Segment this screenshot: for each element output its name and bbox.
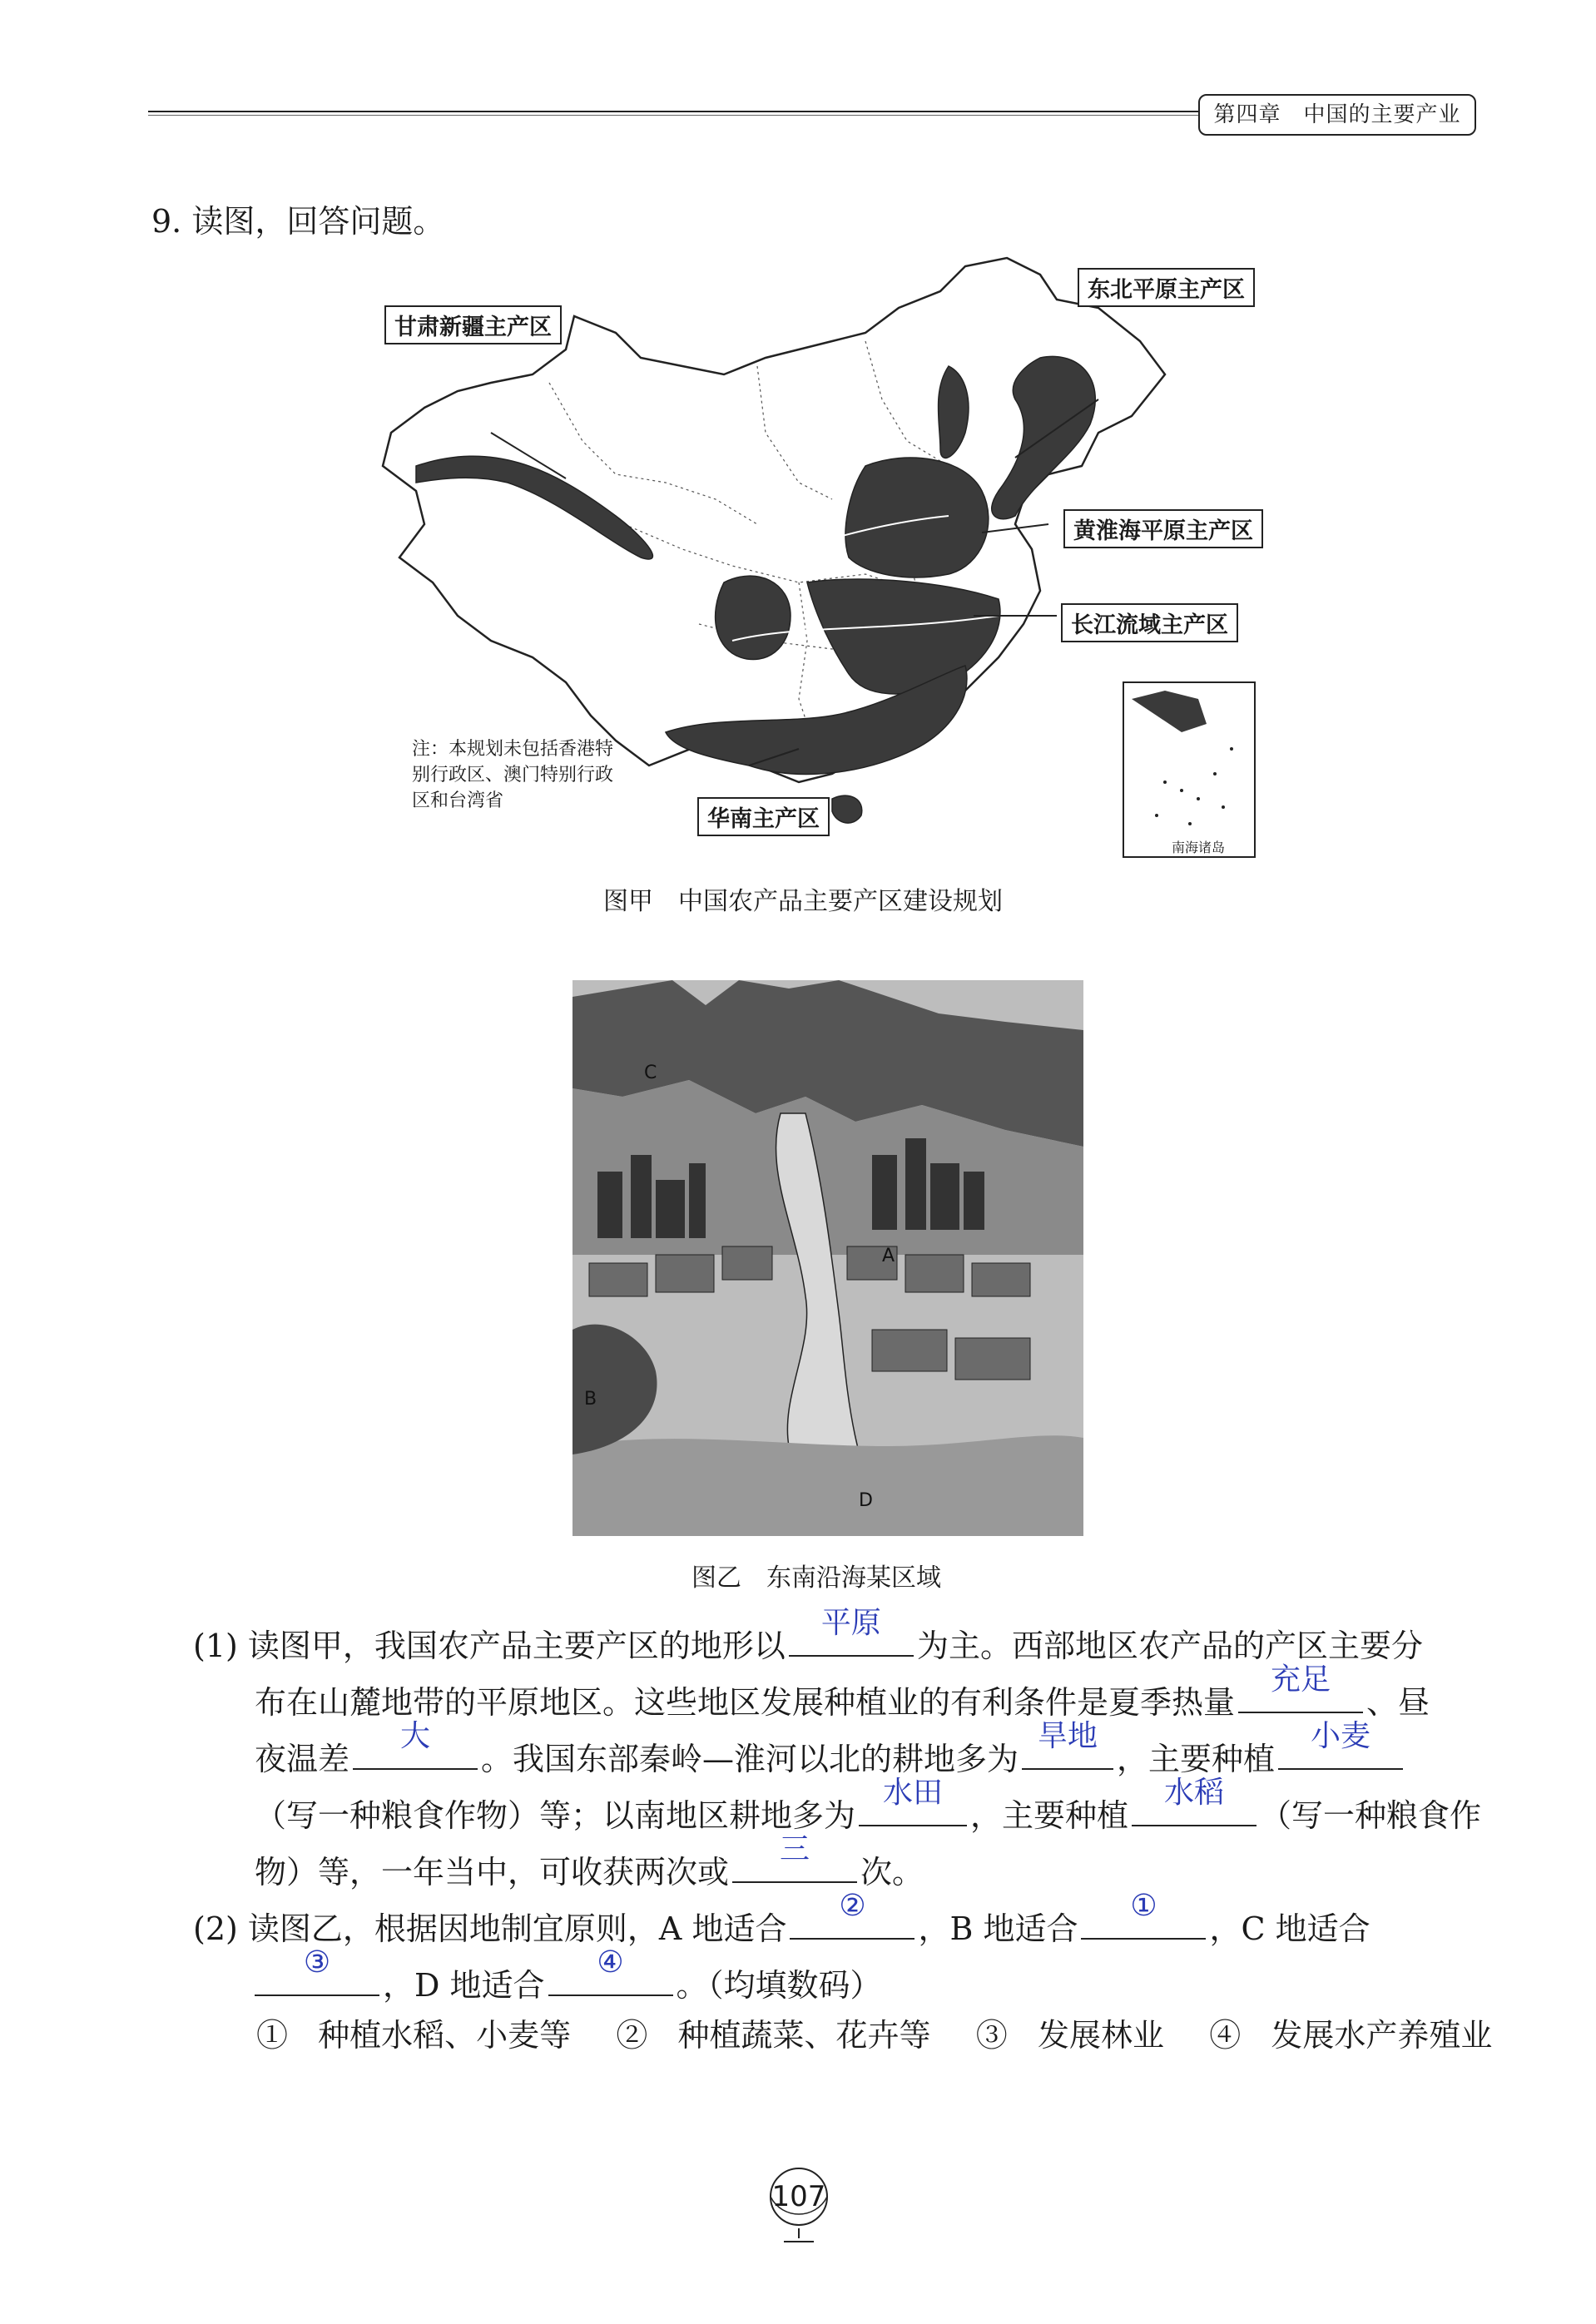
figure-b-caption: 图乙 东南沿海某区域 xyxy=(691,1563,941,1593)
zone-huanghuai xyxy=(845,458,989,577)
label-south-sea: 南海诸岛 xyxy=(1172,840,1226,855)
south-sea-inset xyxy=(1123,682,1255,857)
header-rule-thin xyxy=(148,115,1198,116)
text: 布在山麓地带的平原地区。这些地区发展种植业的有利条件是夏季热量 xyxy=(255,1684,1236,1721)
answer: ③ xyxy=(303,1945,331,1980)
answer: 三 xyxy=(780,1832,810,1866)
answer-blank[interactable] xyxy=(790,1889,914,1940)
answer: 充足 xyxy=(1271,1662,1331,1697)
chapter-header: 第四章 中国的主要产业 xyxy=(1198,94,1476,136)
answer-blank[interactable] xyxy=(255,1945,379,1996)
text: 夜温差 xyxy=(255,1741,350,1777)
map-note xyxy=(412,736,613,814)
text: （写一种粮食作 xyxy=(1260,1797,1482,1834)
answer: 小麦 xyxy=(1311,1719,1371,1753)
label-huanghuai: 黄淮海平原主产区 xyxy=(1063,509,1263,548)
text: 。我国东部秦岭—淮河以北的耕地多为 xyxy=(481,1741,1019,1777)
answer: 大 xyxy=(400,1719,431,1753)
text: 次。 xyxy=(860,1854,924,1890)
text: 物）等，一年当中，可收获两次或 xyxy=(255,1854,730,1890)
text: 读图乙，根据因地制宜原则，A 地适合 xyxy=(247,1910,787,1947)
part2-line2 xyxy=(255,1945,882,2014)
note-line: 注：本规划未包括香港特 xyxy=(412,739,614,760)
option-list: ① 种植水稻、小麦等 ② 种植蔬菜、花卉等 ③ 发展林业 ④ 发展水产养殖业 xyxy=(256,2017,1493,2054)
text: ，D 地适合 xyxy=(383,1967,545,2004)
figure-a-caption: 图甲 中国农产品主要产区建设规划 xyxy=(603,887,1003,916)
note-line: 别行政区、澳门特别行政 xyxy=(412,765,614,785)
part1-line4 xyxy=(255,1776,1482,1844)
answer: 旱地 xyxy=(1038,1719,1098,1753)
answer-blank[interactable] xyxy=(1022,1719,1113,1770)
text: ，主要种植 xyxy=(1117,1741,1276,1777)
label-changjiang: 长江流域主产区 xyxy=(1061,603,1238,642)
text: ，主要种植 xyxy=(970,1797,1129,1834)
text: ，C 地适合 xyxy=(1209,1910,1370,1947)
point-b: B xyxy=(584,1389,597,1410)
page-number: 107 xyxy=(771,2180,826,2213)
point-a: A xyxy=(882,1246,895,1266)
answer-blank[interactable] xyxy=(353,1719,478,1770)
answer-blank[interactable] xyxy=(859,1776,967,1826)
answer: ② xyxy=(839,1889,866,1923)
point-c: C xyxy=(644,1063,657,1083)
answer: 平原 xyxy=(820,1606,881,1640)
answer: 水田 xyxy=(883,1776,944,1810)
answer: ④ xyxy=(597,1945,624,1980)
label-gansu: 甘肃新疆主产区 xyxy=(384,305,562,344)
text: 为主。西部地区农产品的产区主要分 xyxy=(916,1628,1423,1664)
zone-hainan xyxy=(832,795,862,823)
answer-blank[interactable] xyxy=(1132,1776,1256,1826)
note-line: 区和台湾省 xyxy=(412,790,504,811)
zone-changjiang-2 xyxy=(716,576,791,659)
text: （写一种粮食作物）等；以南地区耕地多为 xyxy=(255,1797,856,1834)
answer: ① xyxy=(1130,1889,1157,1923)
answer: 水稻 xyxy=(1164,1776,1225,1810)
text: ，B 地适合 xyxy=(918,1910,1078,1947)
part1-num: (1) xyxy=(193,1628,238,1664)
sea xyxy=(572,1435,1083,1536)
answer-blank[interactable] xyxy=(1081,1889,1206,1940)
text: 、昼 xyxy=(1366,1684,1430,1721)
label-huanan: 华南主产区 xyxy=(697,797,830,836)
coastal-landscape-illustration xyxy=(572,980,1083,1536)
question-title: 9. 读图，回答问题。 xyxy=(151,203,445,240)
point-d: D xyxy=(859,1490,873,1511)
part2-num: (2) xyxy=(193,1910,238,1947)
label-northeast: 东北平原主产区 xyxy=(1078,268,1255,307)
text: 。（均填数码） xyxy=(676,1967,882,2004)
answer-blank[interactable] xyxy=(548,1945,673,1996)
answer-blank[interactable] xyxy=(789,1606,914,1657)
answer-blank[interactable] xyxy=(1278,1719,1403,1770)
text: 读图甲，我国农产品主要产区的地形以 xyxy=(247,1628,786,1664)
